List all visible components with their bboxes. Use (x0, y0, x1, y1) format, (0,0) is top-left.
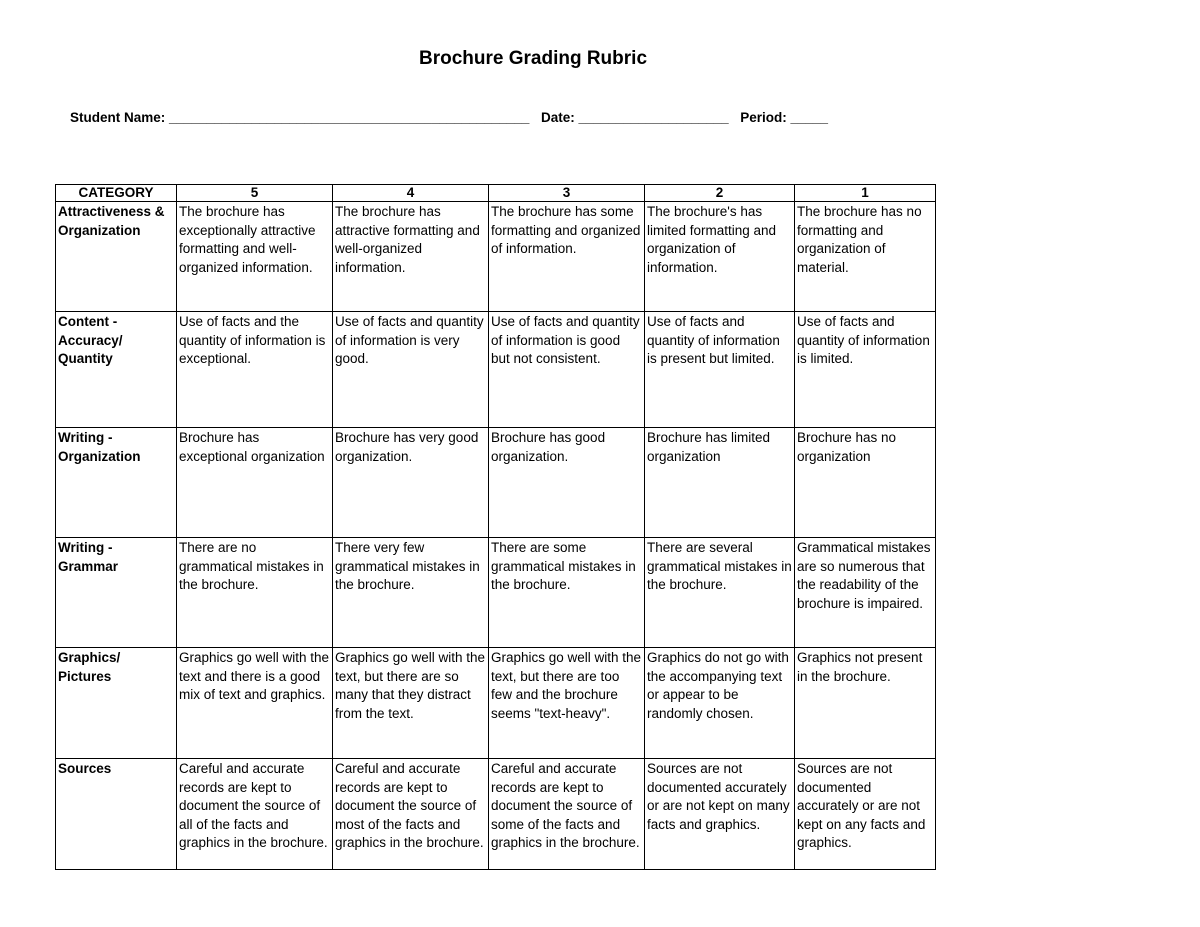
rubric-cell: Brochure has very good organization. (333, 428, 489, 538)
header-score-5: 5 (177, 185, 333, 202)
table-row (56, 759, 936, 870)
category-cell: Writing - Organization (56, 428, 177, 538)
rubric-cell: Use of facts and the quantity of information is exceptional. (177, 312, 333, 428)
rubric-cell: Careful and accurate records are kept to document the source of some of the facts and graphics in the brochure. (489, 759, 645, 870)
rubric-cell: Use of facts and quantity of information is limited. (795, 312, 936, 428)
period-blank: _____ (790, 110, 829, 125)
rubric-cell: Graphics not present in the brochure. (795, 648, 936, 759)
rubric-cell: Brochure has limited organization (645, 428, 795, 538)
table-row (56, 538, 936, 648)
student-name-blank: ________________________________________________ (169, 110, 530, 125)
rubric-cell: Brochure has good organization. (489, 428, 645, 538)
student-name-label: Student Name: (70, 110, 166, 125)
rubric-cell: The brochure has no formatting and organization of material. (795, 202, 936, 312)
rubric-cell: Careful and accurate records are kept to document the source of all of the facts and graphics in the brochure. (177, 759, 333, 870)
rubric-cell: Graphics go well with the text, but there are so many that they distract from the text. (333, 648, 489, 759)
rubric-cell: There are several grammatical mistakes in the brochure. (645, 538, 795, 648)
rubric-cell: The brochure has some formatting and organized of information. (489, 202, 645, 312)
header-score-1: 1 (795, 185, 936, 202)
table-row (56, 202, 936, 312)
header-score-2: 2 (645, 185, 795, 202)
table-row (56, 428, 936, 538)
period-label: Period: (740, 110, 787, 125)
header-score-3: 3 (489, 185, 645, 202)
rubric-cell: Use of facts and quantity of information is very good. (333, 312, 489, 428)
table-row (56, 648, 936, 759)
rubric-cell: Sources are not documented accurately or are not kept on any facts and graphics. (795, 759, 936, 870)
date-blank: ____________________ (578, 110, 729, 125)
table-row (56, 312, 936, 428)
rubric-cell: Sources are not documented accurately or are not kept on many facts and graphics. (645, 759, 795, 870)
rubric-cell: The brochure's has limited formatting and organization of information. (645, 202, 795, 312)
rubric-cell: There very few grammatical mistakes in the brochure. (333, 538, 489, 648)
rubric-cell: There are no grammatical mistakes in the brochure. (177, 538, 333, 648)
rubric-cell: Use of facts and quantity of information is good but not consistent. (489, 312, 645, 428)
rubric-cell: Grammatical mistakes are so numerous that the readability of the brochure is impaired. (795, 538, 936, 648)
rubric-cell: Use of facts and quantity of information is present but limited. (645, 312, 795, 428)
category-cell: Writing - Grammar (56, 538, 177, 648)
rubric-table (55, 184, 936, 870)
category-cell: Sources (56, 759, 177, 870)
rubric-cell: There are some grammatical mistakes in the brochure. (489, 538, 645, 648)
date-label: Date: (540, 110, 575, 125)
rubric-cell: Brochure has exceptional organization (177, 428, 333, 538)
category-cell: Graphics/ Pictures (56, 648, 177, 759)
category-cell: Content - Accuracy/ Quantity (56, 312, 177, 428)
header-score-4: 4 (333, 185, 489, 202)
category-cell: Attractiveness & Organization (56, 202, 177, 312)
header-row (56, 185, 936, 202)
rubric-cell: Graphics do not go with the accompanying text or appear to be randomly chosen. (645, 648, 795, 759)
rubric-cell: Brochure has no organization (795, 428, 936, 538)
page-title: Brochure Grading Rubric (418, 48, 648, 69)
rubric-cell: The brochure has exceptionally attractive formatting and well-organized information. (177, 202, 333, 312)
student-info-line (70, 110, 828, 125)
rubric-cell: The brochure has attractive formatting and well-organized information. (333, 202, 489, 312)
rubric-cell: Graphics go well with the text and there is a good mix of text and graphics. (177, 648, 333, 759)
rubric-cell: Careful and accurate records are kept to document the source of most of the facts and graphics in the brochure. (333, 759, 489, 870)
header-category: CATEGORY (56, 185, 177, 202)
rubric-cell: Graphics go well with the text, but there are too few and the brochure seems "text-heavy". (489, 648, 645, 759)
